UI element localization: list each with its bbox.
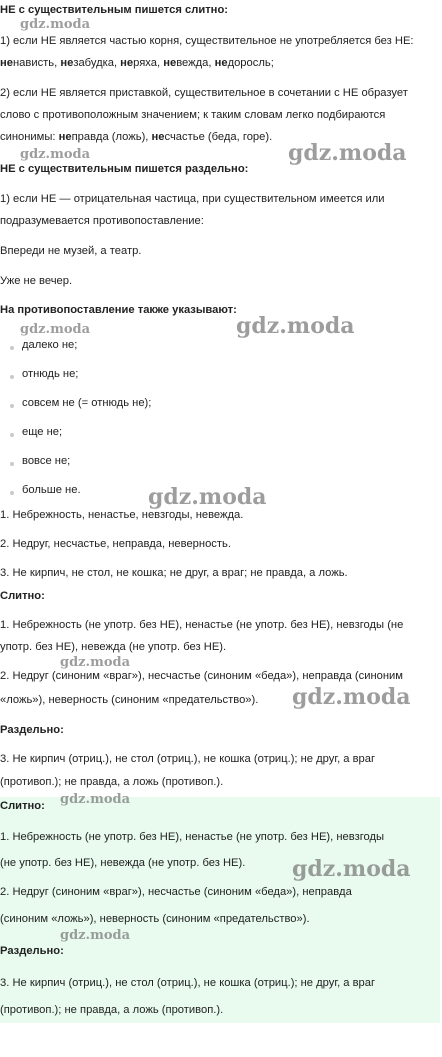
watermark: gdz.moda (20, 322, 91, 337)
rule-1-examples (0, 57, 274, 69)
bullet-item: больше не. (22, 484, 81, 496)
answer1-line-2: употр. без НЕ), невежда (не употр. без НЕ). (0, 641, 227, 653)
watermark: gdz.moda (148, 484, 267, 510)
word-rest: счастье (беда, горе). (164, 131, 273, 143)
word-rest: ряха, (133, 57, 164, 69)
word-rest: забудка, (73, 57, 121, 69)
contrast-heading: На противопоставление также указывают: (0, 304, 237, 316)
example-1: Впереди не музей, а театр. (0, 245, 142, 257)
watermark: gdz.moda (60, 792, 131, 807)
task-2: 2. Недруг, несчастье, неправда, неверность. (0, 538, 231, 550)
prefix-ne: не (0, 57, 13, 69)
bullet-item: далеко не; (22, 339, 78, 351)
answer2-line-6: (противоп.); не правда, а ложь (противоп.). (0, 1004, 224, 1016)
bullet-icon (10, 346, 14, 350)
prefix-ne: не (163, 57, 177, 69)
prefix-ne: не (58, 131, 72, 143)
watermark: gdz.moda (20, 147, 91, 162)
answer1-line-5: 3. Не кирпич (отриц.), не стол (отриц.), не кошка (отриц.); не друг, а враг (0, 753, 376, 765)
watermark: gdz.moda (288, 140, 407, 166)
watermark: gdz.moda (60, 928, 131, 943)
bullet-icon (10, 491, 14, 495)
rule-2-line-1: 2) если НЕ является приставкой, существительное в сочетании с НЕ образует (0, 87, 408, 99)
prefix-ne: не (151, 131, 165, 143)
answer1-line-6: (противоп.); не правда, а ложь (противоп.). (0, 776, 224, 788)
answer2-line-2: (не употр. без НЕ), невежда (не употр. без НЕ). (0, 857, 246, 869)
answer1-line-4: «ложь»), неверность (синоним «предательство»). (0, 694, 259, 706)
apart-rule-line-1: 1) если НЕ — отрицательная частица, при существительном имеется или (0, 193, 385, 205)
task-1: 1. Небрежность, ненастье, невзгоды, невежда. (0, 509, 244, 521)
rule-2-line-3 (0, 131, 272, 143)
prefix-ne: не (60, 57, 74, 69)
together-rule-heading: НЕ с существительным пишется слитно: (0, 4, 228, 16)
word-rest: доросль; (227, 57, 274, 69)
watermark: gdz.moda (20, 17, 91, 32)
bullet-icon (10, 462, 14, 466)
answer2-line-4: (синоним «ложь»), неверность (синоним «предательство»). (0, 913, 310, 925)
prefix-ne: не (120, 57, 134, 69)
answer2-line-5: 3. Не кирпич (отриц.), не стол (отриц.), не кошка (отриц.); не друг, а враг (0, 977, 376, 989)
answer1-line-3: 2. Недруг (синоним «враг»), несчастье (синоним «беда»), неправда (синоним (0, 670, 404, 682)
synonyms-label: синонимы: (0, 131, 59, 143)
bullet-icon (10, 375, 14, 379)
word-rest: правда (ложь), (71, 131, 152, 143)
apart-rule-line-2: подразумевается противопоставление: (0, 215, 204, 227)
task-3: 3. Не кирпич, не стол, не кошка; не друг, а враг; не правда, а ложь. (0, 567, 348, 579)
prefix-ne: не (214, 57, 228, 69)
rule-1-line-1: 1) если НЕ является частью корня, существительное не употребляется без НЕ: (0, 35, 414, 47)
answer1-line-1: 1. Небрежность (не употр. без НЕ), ненастье (не употр. без НЕ), невзгоды (не (0, 619, 404, 631)
word-rest: нависть, (12, 57, 61, 69)
rule-2-line-2: слово с противоположным значением; к таким словам легко подбираются (0, 109, 386, 121)
watermark: gdz.moda (292, 856, 411, 882)
bullet-icon (10, 433, 14, 437)
answer1-apart-label: Раздельно: (0, 724, 64, 736)
example-2: Уже не вечер. (0, 275, 73, 287)
answer2-together-label: Слитно: (0, 800, 45, 812)
answer2-line-3: 2. Недруг (синоним «враг»), несчастье (синоним «беда»), неправда (0, 886, 352, 898)
bullet-icon (10, 404, 14, 408)
bullet-item: отнюдь не; (22, 368, 79, 380)
word-rest: вежда, (176, 57, 215, 69)
watermark: gdz.moda (60, 655, 131, 670)
bullet-item: еще не; (22, 426, 63, 438)
bullet-item: совсем не (= отнюдь не); (22, 397, 152, 409)
answer1-together-label: Слитно: (0, 590, 45, 602)
watermark: gdz.moda (236, 313, 355, 339)
answer2-apart-label: Раздельно: (0, 945, 64, 957)
watermark: gdz.moda (292, 684, 411, 710)
bullet-item: вовсе не; (22, 455, 71, 467)
apart-rule-heading: НЕ с существительным пишется раздельно: (0, 163, 249, 175)
answer2-line-1: 1. Небрежность (не употр. без НЕ), ненастье (не употр. без НЕ), невзгоды (0, 831, 385, 843)
